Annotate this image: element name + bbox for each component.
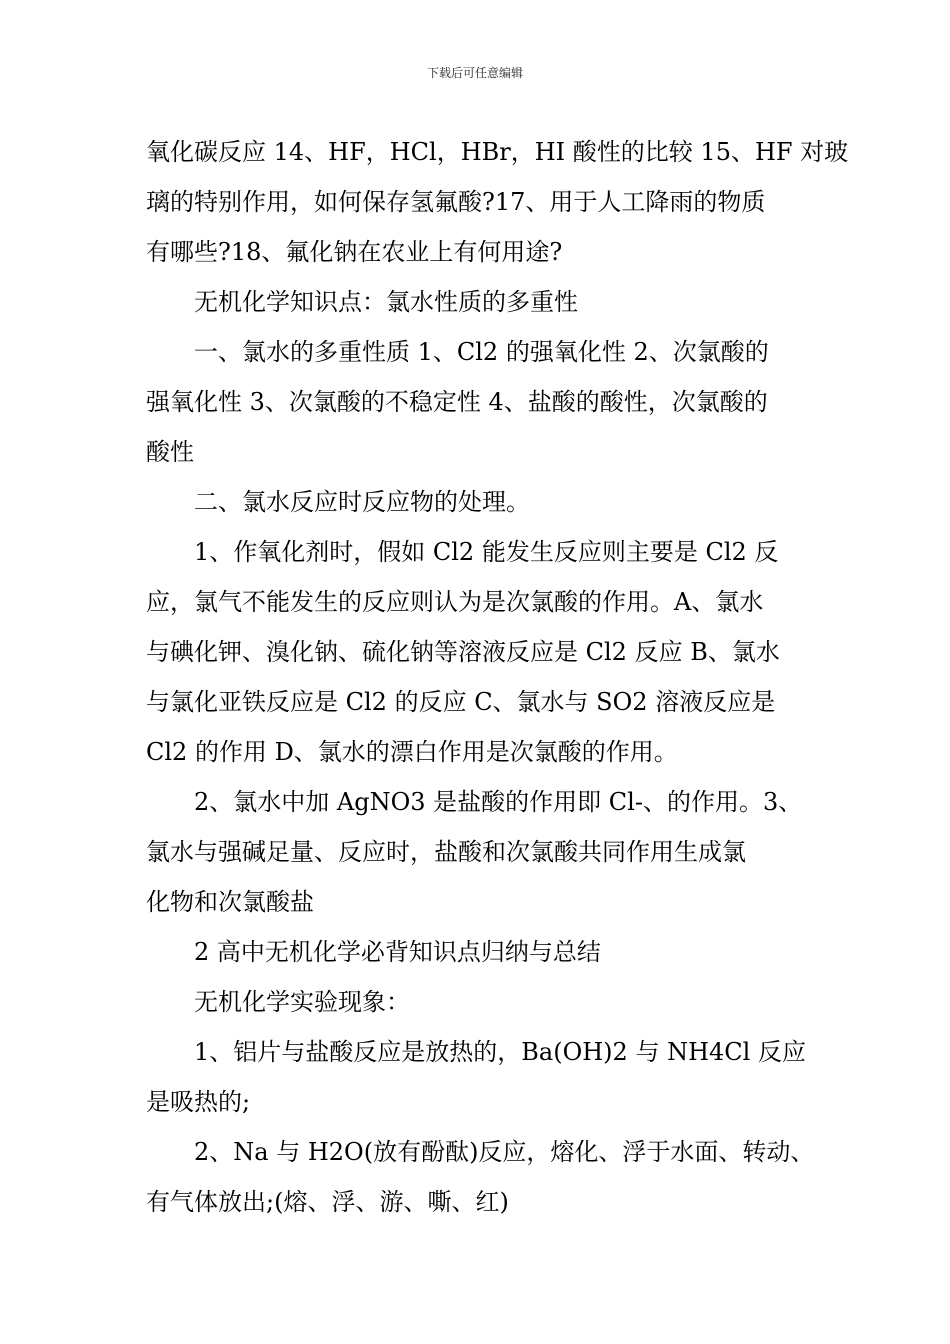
paragraph: [146, 527, 826, 777]
text-line: 有气体放出;(熔、浮、游、嘶、红): [146, 1188, 509, 1216]
text-line: 璃的特别作用，如何保存氢氟酸?17、用于人工降雨的物质: [146, 188, 766, 216]
paragraph: [146, 777, 826, 927]
paragraph: [146, 1027, 826, 1127]
section-heading: [146, 977, 826, 1027]
text-line: 2 高中无机化学必背知识点归纳与总结: [194, 938, 601, 966]
text-line: 与碘化钾、溴化钠、硫化钠等溶液反应是 Cl2 反应 B、氯水: [146, 638, 780, 666]
text-line: 无机化学知识点：氯水性质的多重性: [194, 288, 578, 316]
text-line: Cl2 的作用 D、氯水的漂白作用是次氯酸的作用。: [146, 738, 678, 766]
paragraph: [146, 1127, 826, 1227]
section-heading: [146, 927, 826, 977]
text-line: 2、氯水中加 AgNO3 是盐酸的作用即 Cl-、的作用。3、: [194, 788, 803, 816]
text-line: 1、铝片与盐酸反应是放热的，Ba(OH)2 与 NH4Cl 反应: [194, 1038, 806, 1066]
text-line: 一、氯水的多重性质 1、Cl2 的强氧化性 2、次氯酸的: [194, 338, 769, 366]
text-line: 1、作氧化剂时，假如 Cl2 能发生反应则主要是 Cl2 反: [194, 538, 779, 566]
text-line: 强氧化性 3、次氯酸的不稳定性 4、盐酸的酸性，次氯酸的: [146, 388, 768, 416]
text-line: 氯水与强碱足量、反应时，盐酸和次氯酸共同作用生成氯: [146, 838, 746, 866]
text-line: 有哪些?18、氟化钠在农业上有何用途?: [146, 238, 563, 266]
text-line: 与氯化亚铁反应是 Cl2 的反应 C、氯水与 SO2 溶液反应是: [146, 688, 776, 716]
text-line: 2、Na 与 H2O(放有酚酞)反应，熔化、浮于水面、转动、: [194, 1138, 815, 1166]
section-heading: [146, 277, 826, 327]
text-line: 无机化学实验现象：: [194, 988, 410, 1016]
text-line: 二、氯水反应时反应物的处理。: [194, 488, 530, 516]
paragraph: [146, 127, 849, 277]
paragraph: [146, 327, 826, 477]
page-header: 下载后可任意编辑: [426, 66, 523, 80]
paragraph: [146, 477, 826, 527]
text-line: 应，氯气不能发生的反应则认为是次氯酸的作用。A、氯水: [146, 588, 764, 616]
text-line: 是吸热的;: [146, 1088, 251, 1116]
text-line: 化物和次氯酸盐: [146, 888, 314, 916]
document-body: [146, 127, 849, 1227]
text-line: 酸性: [146, 438, 194, 466]
text-line: 氧化碳反应 14、HF，HCl，HBr，HI 酸性的比较 15、HF 对玻: [146, 138, 849, 166]
